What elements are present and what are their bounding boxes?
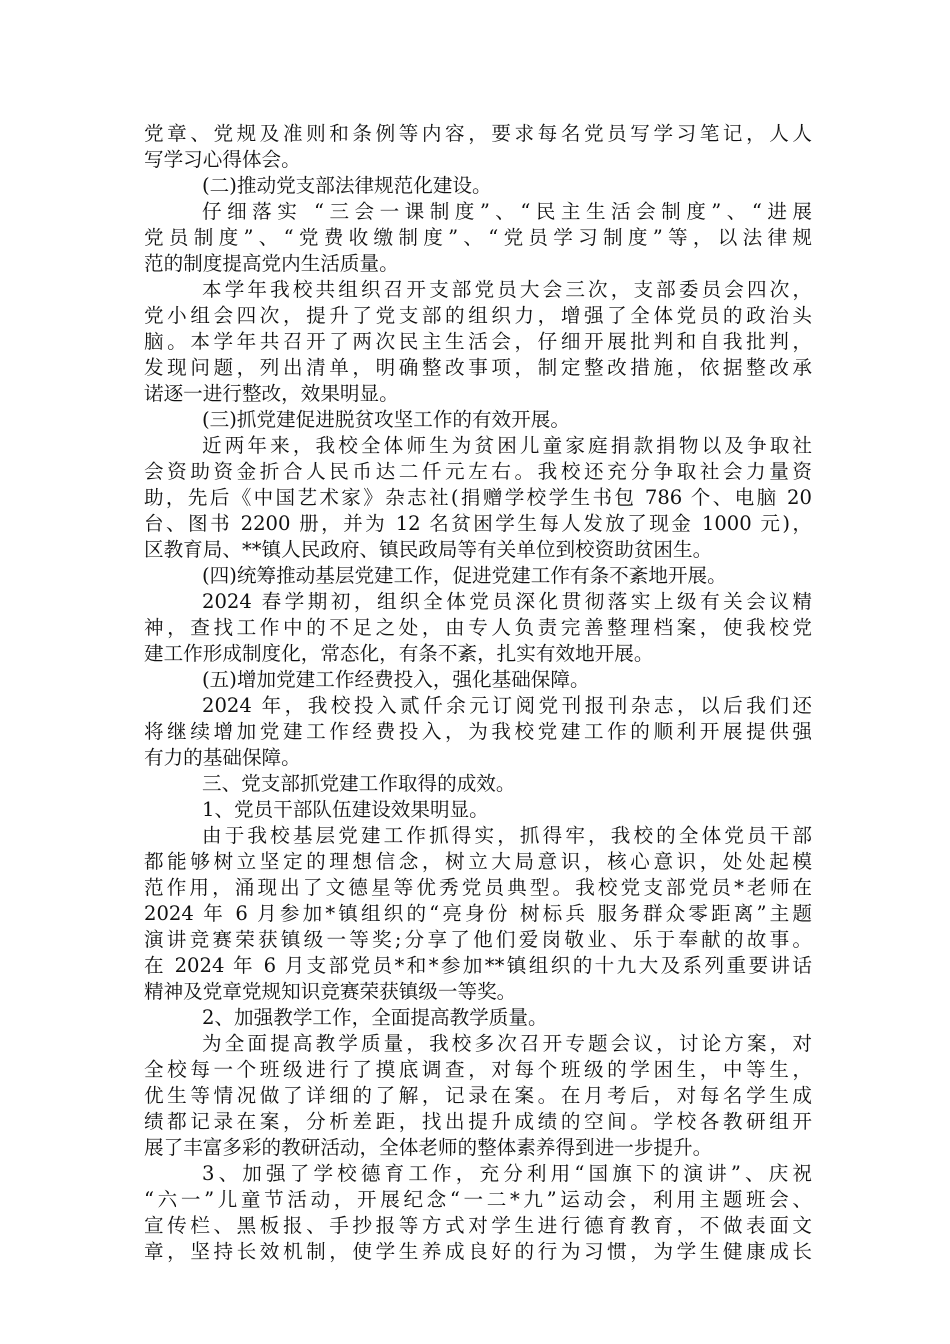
text-line: 发现问题，列出清单，明确整改事项，制定整改措施，依据整改承 [144,356,812,379]
text-line: 绩都记录在案，分析差距，找出提升成绩的空间。学校各教研组开 [144,1110,812,1133]
text-line: 近两年来，我校全体师生为贫困儿童家庭捐款捐物以及争取社 [202,434,812,457]
text-line: 将继续增加党建工作经费投入，为我校党建工作的顺利开展提供强 [144,720,812,743]
text-line: 2024 春学期初，组织全体党员深化贯彻落实上级有关会议精 [202,590,812,613]
text-line: 脑。本学年共召开了两次民主生活会，仔细开展批判和自我批判， [144,330,812,353]
text-line: 台、图书 2200 册，并为 12 名贫困学生每人发放了现金 1000 元)， [144,512,812,535]
text-line: 党章、党规及准则和条例等内容，要求每名党员写学习笔记，人人 [144,122,812,145]
text-line: 展了丰富多彩的教研活动，全体老师的整体素养得到进一步提升。 [144,1136,713,1159]
section-heading: 三、党支部抓党建工作取得的成效。 [202,772,516,795]
subsection-heading: 1、党员干部队伍建设效果明显。 [202,798,489,821]
text-line: 优生等情况做了详细的了解，记录在案。在月考后，对每名学生成 [144,1084,812,1107]
subsection-heading: 2、加强教学工作，全面提高教学质量。 [202,1006,548,1029]
text-line: 演讲竞赛荣获镇级一等奖;分享了他们爱岗敬业、乐于奉献的故事。 [144,928,812,951]
text-line: 章，坚持长效机制，使学生养成良好的行为习惯，为学生健康成长 [144,1240,812,1263]
text-line: 在 2024 年 6 月支部党员*和*参加**镇组织的十九大及系列重要讲话 [144,954,812,977]
text-line: 区教育局、**镇人民政府、镇民政局等有关单位到校资助贫困生。 [144,538,713,561]
text-line: 宣传栏、黑板报、手抄报等方式对学生进行德育教育，不做表面文 [144,1214,812,1237]
section-heading: (五)增加党建工作经费投入，强化基础保障。 [202,668,590,691]
text-line: 本学年我校共组织召开支部党员大会三次，支部委员会四次， [202,278,812,301]
text-line: 仔细落实 “三会一课制度”、“民主生活会制度”、“进展 [202,200,812,223]
text-line: 神，查找工作中的不足之处，由专人负责完善整理档案，使我校党 [144,616,812,639]
subsection-heading: 3、加强了学校德育工作，充分利用“国旗下的演讲”、庆祝 [202,1162,812,1185]
text-line: 范作用，涌现出了文德星等优秀党员典型。我校党支部党员*老师在 [144,876,812,899]
text-line: 党员制度”、“党费收缴制度”、“党员学习制度”等，以法律规 [144,226,812,249]
text-line: 党小组会四次，提升了党支部的组织力，增强了全体党员的政治头 [144,304,812,327]
section-heading: (二)推动党支部法律规范化建设。 [202,174,492,197]
text-line: 精神及党章党规知识竞赛荣获镇级一等奖。 [144,980,517,1003]
text-line: 建工作形成制度化，常态化，有条不紊，扎实有效地开展。 [144,642,654,665]
text-line: 由于我校基层党建工作抓得实，抓得牢，我校的全体党员干部 [202,824,812,847]
text-line: 诺逐一进行整改，效果明显。 [144,382,399,405]
text-line: 助，先后《中国艺术家》杂志社(捐赠学校学生书包 786 个、电脑 20 [144,486,812,509]
text-line: 为全面提高教学质量，我校多次召开专题会议，讨论方案，对 [202,1032,812,1055]
body-text [144,121,812,1265]
text-line: “六一”儿童节活动，开展纪念“一二*九”运动会，利用主题班会、 [144,1188,812,1211]
text-line: 2024 年 6 月参加*镇组织的“亮身份 树标兵 服务群众零距离”主题 [144,902,812,925]
text-line: 全校每一个班级进行了摸底调查，对每个班级的学困生，中等生， [144,1058,812,1081]
text-line: 有力的基础保障。 [144,746,301,769]
text-line: 范的制度提高党内生活质量。 [144,252,399,275]
section-heading: (四)统筹推动基层党建工作，促进党建工作有条不紊地开展。 [202,564,727,587]
text-line: 2024 年，我校投入贰仟余元订阅党刊报刊杂志，以后我们还 [202,694,812,717]
text-line: 写学习心得体会。 [144,148,301,171]
section-heading: (三)抓党建促进脱贫攻坚工作的有效开展。 [202,408,570,431]
text-line: 都能够树立坚定的理想信念，树立大局意识，核心意识，处处起模 [144,850,812,873]
text-line: 会资助资金折合人民币达二仟元左右。我校还充分争取社会力量资 [144,460,812,483]
